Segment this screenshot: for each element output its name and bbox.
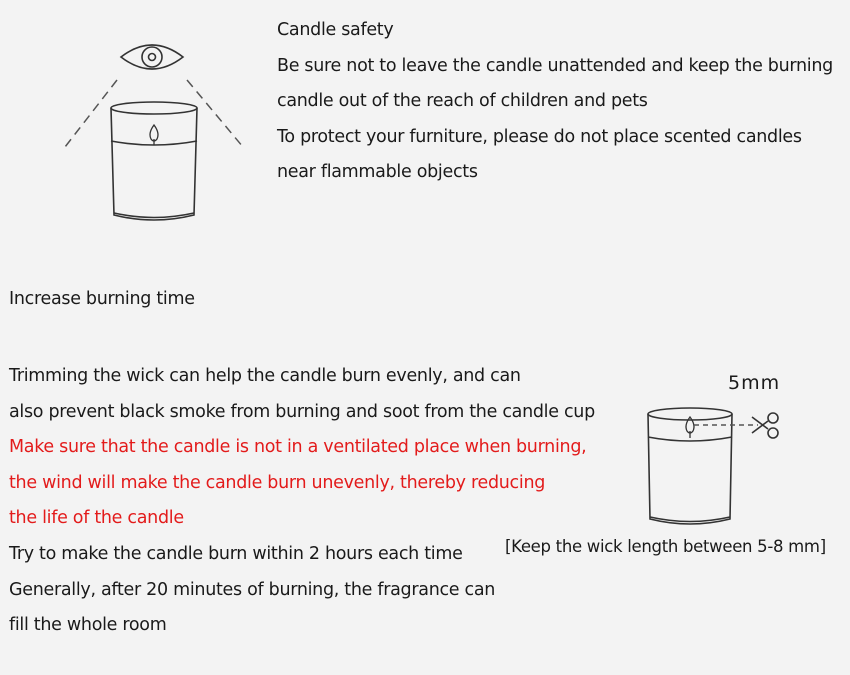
- wick-trim-illustration: [640, 395, 800, 535]
- tip-line: Make sure that the candle is not in a ventilated place when burning,: [9, 437, 587, 458]
- candle-safety-illustration: [55, 35, 295, 235]
- tip-line: also prevent black smoke from burning and soot from the candle cup: [9, 401, 595, 422]
- eye-icon: [121, 45, 183, 69]
- safety-line: candle out of the reach of children and pets: [277, 91, 648, 112]
- wick-length-caption: [Keep the wick length between 5-8 mm]: [505, 537, 826, 556]
- burning-time-title: Increase burning time: [9, 289, 195, 309]
- safety-line: near flammable objects: [277, 162, 478, 183]
- tip-line: fill the whole room: [9, 615, 167, 636]
- tip-line: the wind will make the candle burn unevenly, thereby reducing: [9, 472, 546, 493]
- candle-jar-icon: [111, 102, 197, 220]
- scissors-icon: [752, 413, 778, 438]
- tip-line: the life of the candle: [9, 508, 184, 529]
- tip-line: Try to make the candle burn within 2 hours each time: [9, 543, 463, 564]
- wick-length-label: 5mm: [728, 372, 781, 394]
- safety-line: To protect your furniture, please do not place scented candles: [277, 126, 802, 147]
- burning-tips-section: [9, 359, 595, 644]
- candle-safety-section: [277, 13, 833, 191]
- tip-line: Trimming the wick can help the candle burn evenly, and can: [9, 366, 521, 386]
- tip-line: Generally, after 20 minutes of burning, the fragrance can: [9, 579, 496, 600]
- candle-jar-icon: [648, 408, 732, 524]
- safety-line: Be sure not to leave the candle unattended and keep the burning: [277, 55, 833, 76]
- safety-title: Candle safety: [277, 20, 394, 40]
